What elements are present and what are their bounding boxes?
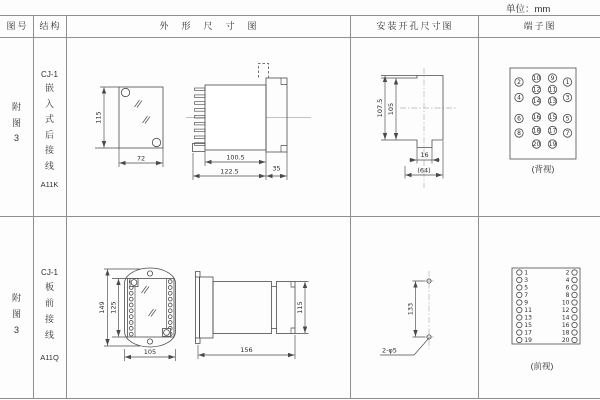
terminal-circle	[572, 307, 577, 312]
structure-char: 线	[44, 160, 54, 171]
outline-front-view-r1	[95, 87, 164, 167]
terminal-circle	[572, 322, 577, 327]
terminal-block	[200, 277, 214, 338]
corner-hole	[152, 138, 160, 146]
handle-hidden	[259, 64, 269, 78]
terminal-number: 9	[550, 75, 555, 83]
plate-terminal-dot	[168, 321, 172, 325]
terminal-number: 20	[532, 141, 541, 149]
terminal-number: 3	[524, 277, 529, 285]
terminal-circle	[517, 292, 522, 297]
relay-body	[205, 85, 266, 150]
terminal-circle	[572, 300, 577, 305]
dim-label-total-length: 122.5	[220, 167, 239, 176]
dim-label-width: 105	[143, 348, 157, 356]
col-header-fig-no: 图号	[6, 21, 29, 31]
dim-label-cutout-height-outer: 107.5	[376, 98, 384, 118]
plate-terminal-dot	[168, 303, 172, 307]
terminal-number: 17	[548, 127, 557, 135]
mounting-holes-r2	[380, 271, 434, 355]
terminal-number: 14	[561, 314, 570, 322]
terminal-number: 7	[565, 130, 570, 138]
fig-no-char: 图	[11, 117, 21, 128]
terminal-number: 6	[565, 284, 570, 292]
model-label: CJ-1	[41, 268, 58, 277]
terminal-circle	[517, 270, 522, 275]
col-header-outline: 外形尺寸图	[159, 21, 270, 31]
structure-char: 嵌	[44, 83, 54, 93]
unit-label: 单位：mm	[506, 4, 551, 15]
structure-char: 板	[44, 282, 54, 292]
dim-label-bezel-depth: 35	[272, 164, 281, 173]
plate-terminal-dot	[129, 297, 133, 301]
terminal-number: 5	[565, 115, 570, 123]
terminal-number: 13	[548, 98, 557, 106]
terminal-number: 15	[524, 322, 532, 330]
structure-char: 后	[44, 129, 54, 140]
fig-no-char: 附	[11, 102, 21, 112]
rear-block	[277, 282, 296, 334]
terminal-number: 7	[524, 292, 529, 300]
terminal-number: 15	[548, 114, 557, 122]
terminal-number: 9	[524, 299, 529, 307]
terminal-number: 8	[517, 130, 521, 138]
terminal-circle	[517, 300, 522, 305]
corner-hole	[121, 88, 129, 96]
terminal-number: 13	[524, 314, 532, 322]
terminal-number: 10	[532, 75, 541, 83]
structure-char: 接	[44, 314, 54, 324]
terminal-circle	[517, 277, 522, 282]
dim-label-cutout-width: (64)	[417, 166, 431, 175]
col-header-terminal: 端子图	[523, 21, 557, 31]
code-label: A11Q	[40, 353, 59, 362]
terminal-number: 2	[517, 79, 521, 87]
terminal-number: 11	[548, 86, 557, 94]
plate-terminal-dot	[129, 315, 133, 319]
dim-label-front-width: 72	[136, 154, 146, 163]
mounting-cutout-r1	[376, 68, 456, 188]
model-label: CJ-1	[41, 70, 58, 79]
structure-char: 线	[44, 330, 54, 340]
structure-char: 入	[44, 98, 54, 109]
fig-no-char: 3	[13, 325, 19, 335]
plate-terminal-dot	[168, 309, 172, 313]
terminal-number: 12	[532, 86, 541, 94]
terminal-number: 4	[517, 94, 521, 102]
dim-label-body-height: 115	[296, 301, 304, 314]
plate-terminal-dot	[168, 280, 172, 284]
terminal-circle	[517, 285, 522, 290]
terminal-circle	[572, 277, 577, 282]
terminal-circle	[572, 315, 577, 320]
terminal-number: 19	[548, 141, 557, 149]
terminal-number: 19	[524, 337, 532, 345]
fig-no-char: 图	[11, 309, 21, 319]
view-label-front: (前视)	[530, 361, 554, 371]
terminal-number: 18	[561, 329, 570, 337]
outline-front-view-r2	[98, 268, 176, 361]
terminal-number: 14	[532, 98, 541, 106]
view-label-rear: (背视)	[531, 164, 555, 174]
terminal-circle	[517, 322, 522, 327]
plate-terminal-dot	[129, 326, 133, 330]
terminal-diagram-front	[512, 268, 580, 371]
plate-hole	[147, 271, 152, 276]
plate-hole	[147, 339, 152, 344]
dim-label-inner-height: 125	[109, 301, 118, 314]
dim-label-body-length: 100.5	[226, 153, 245, 162]
dim-label-total-length: 156	[240, 346, 253, 354]
terminal-number: 6	[517, 115, 521, 123]
plate-terminal-dot	[168, 315, 172, 319]
terminal-circle	[572, 270, 577, 275]
terminal-number: 3	[565, 94, 570, 102]
plate-terminal-dot	[129, 303, 133, 307]
cutout-profile	[390, 76, 443, 148]
terminal-number: 1	[565, 79, 570, 87]
terminal-circle	[572, 337, 577, 342]
outline-side-view-r1	[186, 64, 311, 181]
terminal-number: 1	[524, 269, 529, 277]
fig-no-char: 附	[11, 293, 21, 303]
terminal-number: 16	[532, 114, 541, 122]
terminal-circle	[572, 330, 577, 335]
structure-char: 接	[44, 145, 54, 155]
terminal-circle	[517, 315, 522, 320]
plate-terminal-dot	[168, 291, 172, 295]
terminal-circle	[517, 337, 522, 342]
terminal-diagram-rear	[510, 68, 576, 174]
terminal-number: 20	[561, 337, 570, 345]
code-label: A11K	[40, 180, 59, 189]
terminal-number: 5	[524, 284, 529, 292]
hatch-mark	[142, 286, 157, 317]
relay-body	[213, 282, 272, 334]
terminal-number: 4	[565, 277, 570, 285]
front-plate	[196, 277, 200, 338]
structure-char: 式	[44, 114, 54, 124]
dim-label-holes: 2-φ5	[382, 346, 397, 355]
hatch-mark	[135, 100, 151, 124]
outline-side-view-r2	[196, 272, 309, 360]
terminal-number: 10	[561, 299, 570, 307]
col-header-mounting: 安装开孔尺寸图	[376, 21, 454, 31]
terminal-circle	[517, 307, 522, 312]
dim-label-front-height: 115	[94, 111, 103, 124]
dim-label-hole-spacing: 133	[406, 302, 415, 316]
dim-label-plate-height: 149	[98, 301, 106, 314]
plate-terminal-dot	[129, 321, 133, 325]
terminal-number: 2	[565, 269, 570, 277]
bezel	[266, 78, 287, 152]
plate-terminal-dot	[129, 332, 133, 336]
structure-char: 前	[44, 298, 54, 308]
terminal-number: 16	[561, 322, 570, 330]
terminal-number: 18	[532, 127, 541, 135]
terminal-circle	[572, 285, 577, 290]
col-header-structure: 结构	[39, 21, 62, 31]
terminal-number: 8	[565, 292, 570, 300]
terminal-number: 11	[524, 307, 532, 315]
dim-label-cutout-height-inner: 105	[387, 102, 395, 116]
dim-label-tab-width: 16	[420, 151, 429, 159]
plate-terminal-dot	[168, 297, 172, 301]
fig-no-char: 3	[13, 133, 19, 143]
plate-terminal-dot	[129, 291, 133, 295]
terminal-number: 12	[561, 307, 570, 315]
plate-terminal-dot	[168, 286, 172, 290]
terminal-circle	[517, 330, 522, 335]
terminal-number: 17	[524, 329, 532, 337]
terminal-circle	[572, 292, 577, 297]
plate-terminal-dot	[129, 309, 133, 313]
